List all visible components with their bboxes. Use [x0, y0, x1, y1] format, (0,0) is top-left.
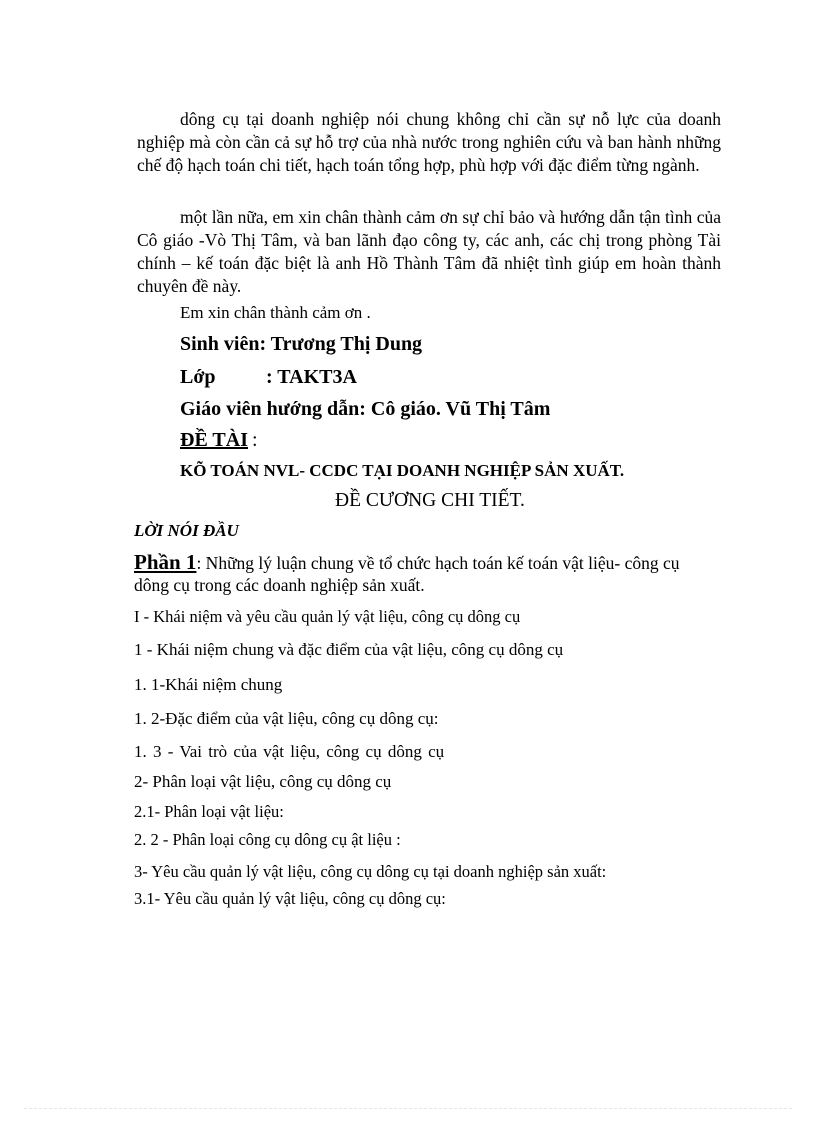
outline-item: I - Khái niệm và yêu cầu quản lý vật liệu, công cụ dông cụ [134, 607, 521, 626]
part1-label: Phần 1 [134, 550, 197, 574]
topic-label: ĐỀ TÀI [180, 429, 248, 451]
outline-item: 3- Yêu cầu quản lý vật liệu, công cụ dông cụ tại doanh nghiệp sản xuất: [134, 862, 607, 881]
topic-title: KÕ TOÁN NVL- CCDC TẠI DOANH NGHIỆP SẢN XUẤT. [180, 461, 625, 480]
closing-paragraph-2-text: một lần nữa, em xin chân thành cảm ơn sự chỉ bảo và hướng dẫn tận tình của Cô giáo -Vò Thị Tâm, và ban lãnh đạo công ty, các anh, các chị trong phòng Tài chính – kế toán đặc biệt là anh Hồ Thành Tâm đã nhiệt tình giúp em hoàn thành chuyên đề này. [137, 207, 721, 296]
outline-item: 2. 2 - Phân loại công cụ dông cụ ật liệu : [134, 830, 401, 849]
topic-label-line [180, 429, 258, 452]
part1-text-line1: : Những lý luận chung về tổ chức hạch toán kế toán vật liệu- công cụ [196, 553, 680, 573]
closing-paragraph-2 [137, 206, 721, 298]
advisor-line: Giáo viên hướng dẫn: Cô giáo. Vũ Thị Tâm [180, 398, 551, 420]
outline-item: 3.1- Yêu cầu quản lý vật liệu, công cụ dông cụ: [134, 889, 446, 908]
closing-paragraph-1-text: dông cụ tại doanh nghiệp nói chung không chỉ cần sự nỗ lực của doanh nghiệp mà còn cần cả sự hỗ trợ của nhà nước trong nghiên cứu và ban hành những chế độ hạch toán chi tiết, hạch toán tổng hợp, phù hợp với đặc điểm từng ngành. [137, 109, 721, 175]
outline-item: 1. 3 - Vai trò của vật liệu, công cụ dông cụ [134, 742, 445, 761]
outline-heading: ĐỀ CƯƠNG CHI TIẾT. [335, 490, 525, 511]
part1-text-line2: dông cụ trong các doanh nghiệp sản xuất. [134, 575, 425, 595]
class-label: Lớp [180, 366, 216, 388]
preface-heading: LỜI NÓI ĐẦU [134, 521, 239, 540]
part1-line [134, 550, 680, 575]
topic-colon: : [252, 429, 258, 451]
student-name: Sinh viên: Trương Thị Dung [180, 333, 423, 355]
page-bottom-rule [24, 1108, 792, 1109]
outline-item: 1. 1-Khái niệm chung [134, 675, 283, 694]
outline-item: 1. 2-Đặc điểm của vật liệu, công cụ dông cụ: [134, 709, 439, 728]
outline-item: 2- Phân loại vật liệu, công cụ dông cụ [134, 772, 392, 791]
class-value: : TAKT3A [266, 366, 357, 388]
closing-paragraph-1 [137, 108, 721, 177]
outline-item: 1 - Khái niệm chung và đặc điểm của vật liệu, công cụ dông cụ [134, 640, 564, 659]
outline-item: 2.1- Phân loại vật liệu: [134, 802, 284, 821]
thanks-line: Em xin chân thành cảm ơn . [180, 303, 371, 322]
